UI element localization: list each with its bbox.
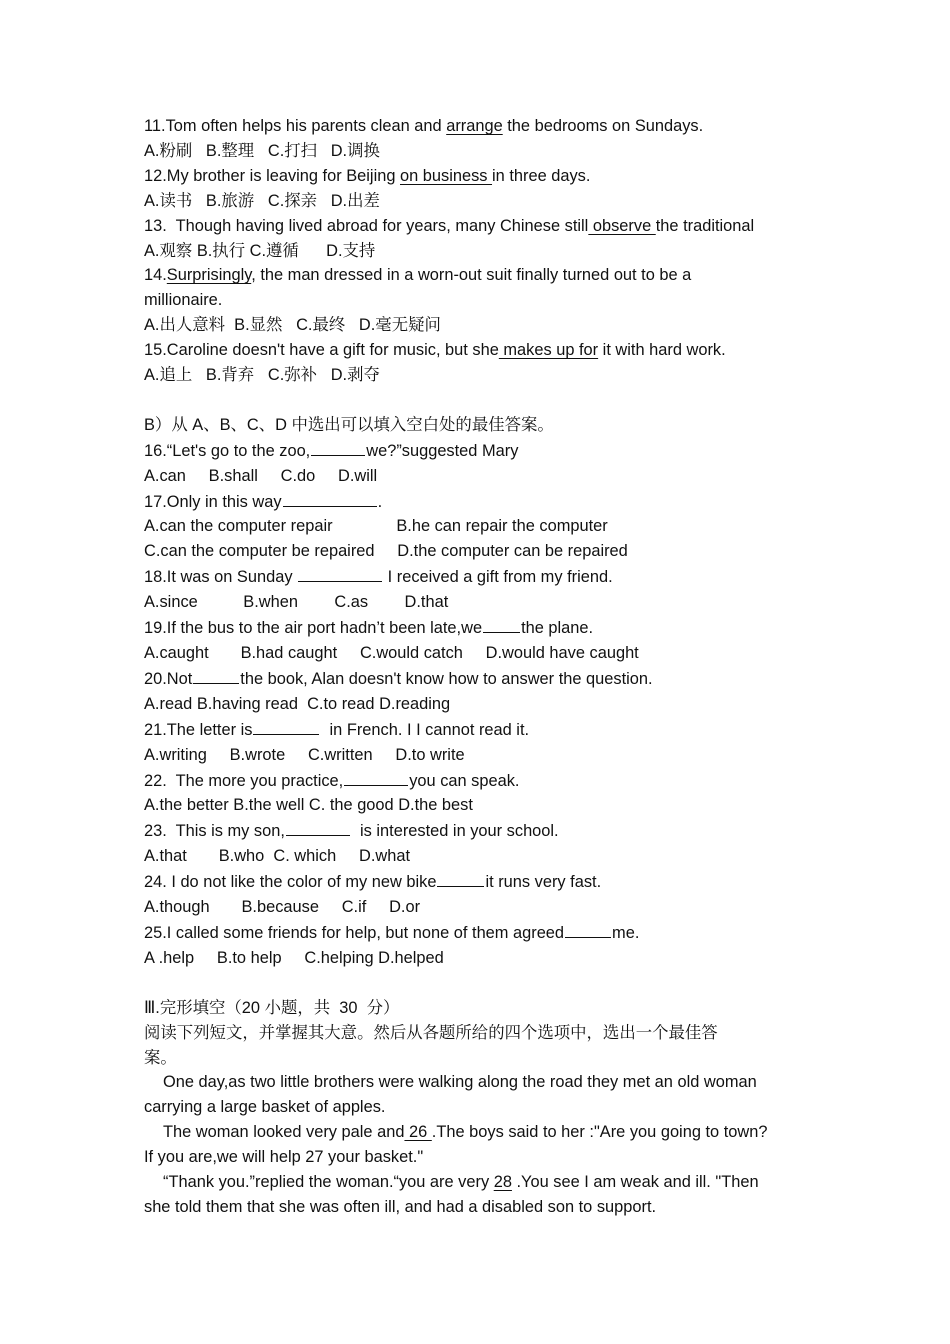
question-line: 25.I called some friends for help, but none of them agreed me.	[144, 920, 824, 946]
mc-item-20	[144, 666, 824, 717]
vocab-item-15	[144, 338, 824, 388]
section-3-instructions: 阅读下列短文，并掌握其大意。然后从各题所给的四个选项中，选出一个最佳答	[144, 1023, 718, 1042]
question-line: 17.Only in this way .	[144, 489, 824, 515]
answer-blank[interactable]	[311, 438, 365, 456]
vocab-item-11	[144, 114, 824, 164]
options-line: A.caught B.had caught C.would catch D.would have caught	[144, 644, 639, 663]
underlined-term: on business	[400, 166, 493, 185]
options-line: A.since B.when C.as D.that	[144, 593, 449, 612]
vocab-item-13	[144, 214, 824, 264]
answer-blank[interactable]	[298, 564, 382, 582]
question-line: 19.If the bus to the air port hadn’t been late,we the plane.	[144, 615, 824, 641]
mc-item-18	[144, 564, 824, 615]
answer-blank[interactable]	[565, 920, 611, 938]
options-line: A.观察 B.执行 C.遵循 D.支持	[144, 241, 376, 260]
mc-item-16	[144, 438, 824, 489]
question-line: 13. Though having lived abroad for years, many Chinese still observe the traditional	[144, 216, 755, 235]
mc-item-19	[144, 615, 824, 666]
mc-item-24	[144, 869, 824, 920]
options-line: A.writing B.wrote C.written D.to write	[144, 745, 465, 764]
passage-line: “Thank you.”replied the woman.“you are very 28 .You see I am weak and ill. "Then	[163, 1173, 759, 1192]
question-line: 24. I do not like the color of my new bike it runs very fast.	[144, 869, 824, 895]
answer-blank[interactable]	[344, 768, 408, 786]
options-line: A.粉刷 B.整理 C.打扫 D.调换	[144, 141, 380, 160]
options-line: A.the better B.the well C. the good D.the best	[144, 796, 473, 815]
passage-line: The woman looked very pale and 26 .The boys said to her :"Are you going to town?	[163, 1123, 768, 1142]
underlined-term: Surprisingly	[166, 266, 252, 285]
question-line: 16.“Let's go to the zoo, we?”suggested Mary	[144, 438, 824, 464]
question-line: 23. This is my son, is interested in your school.	[144, 818, 824, 844]
passage-line: carrying a large basket of apples.	[144, 1098, 386, 1117]
mc-item-22	[144, 768, 824, 819]
options-line: A.追上 B.背弃 C.弥补 D.剥夺	[144, 366, 380, 385]
question-line: 11.Tom often helps his parents clean and arrange the bedrooms on Sundays.	[144, 117, 704, 135]
question-line: 20.Not the book, Alan doesn't know how to answer the question.	[144, 666, 824, 692]
options-line: A .help B.to help C.helping D.helped	[144, 948, 444, 967]
answer-blank[interactable]	[483, 615, 520, 633]
spacer	[144, 971, 824, 996]
options-line: A.though B.because C.if D.or	[144, 898, 421, 917]
underlined-term: observe	[588, 216, 656, 235]
mc-item-25	[144, 920, 824, 971]
cloze-blank-28[interactable]: 28	[493, 1173, 512, 1192]
section-3-heading: Ⅲ.完形填空（20 小题，共 30 分）	[144, 998, 400, 1017]
cloze-passage	[144, 1070, 824, 1219]
question-line: 12.My brother is leaving for Beijing on business in three days.	[144, 166, 591, 185]
underlined-term: makes up for	[498, 341, 599, 360]
section-b-heading: B）从 A、B、C、D 中选出可以填入空白处的最佳答案。	[144, 415, 554, 434]
vocab-item-12	[144, 164, 824, 214]
question-line-cont: millionaire.	[144, 291, 223, 310]
question-line: 18.It was on Sunday I received a gift from my friend.	[144, 564, 824, 590]
options-line: A.read B.having read C.to read D.reading	[144, 694, 451, 713]
mc-item-17	[144, 489, 824, 565]
options-line: C.can the computer be repaired D.the computer can be repaired	[144, 542, 628, 561]
vocab-item-14	[144, 263, 824, 338]
spacer	[144, 388, 824, 413]
passage-line: If you are,we will help 27 your basket."	[144, 1148, 424, 1167]
question-line: 14.Surprisingly, the man dressed in a worn-out suit finally turned out to be a	[144, 266, 692, 285]
options-line: A.can the computer repair B.he can repair the computer	[144, 517, 608, 536]
options-line: A.can B.shall C.do D.will	[144, 466, 378, 485]
answer-blank[interactable]	[193, 666, 239, 684]
answer-blank[interactable]	[253, 717, 319, 735]
passage-line: One day,as two little brothers were walking along the road they met an old woman	[163, 1073, 757, 1092]
answer-blank[interactable]	[437, 869, 484, 887]
options-line: A.出人意料 B.显然 C.最终 D.毫无疑问	[144, 316, 441, 335]
question-line: 22. The more you practice, you can speak.	[144, 768, 824, 794]
exam-page	[144, 114, 824, 1220]
options-line: A.that B.who C. which D.what	[144, 847, 410, 866]
options-line: A.读书 B.旅游 C.探亲 D.出差	[144, 191, 380, 210]
mc-item-23	[144, 818, 824, 869]
answer-blank[interactable]	[283, 489, 377, 507]
mc-item-21	[144, 717, 824, 768]
underlined-term: arrange	[446, 117, 503, 135]
question-line: 15.Caroline doesn't have a gift for music, but she makes up for it with hard work.	[144, 341, 726, 360]
passage-line: she told them that she was often ill, and had a disabled son to support.	[144, 1197, 657, 1216]
question-line: 21.The letter is in French. I I cannot read it.	[144, 717, 824, 743]
section-3-instructions-cont: 案。	[144, 1048, 177, 1067]
cloze-blank-26[interactable]: 26	[404, 1123, 432, 1142]
answer-blank[interactable]	[286, 818, 350, 836]
